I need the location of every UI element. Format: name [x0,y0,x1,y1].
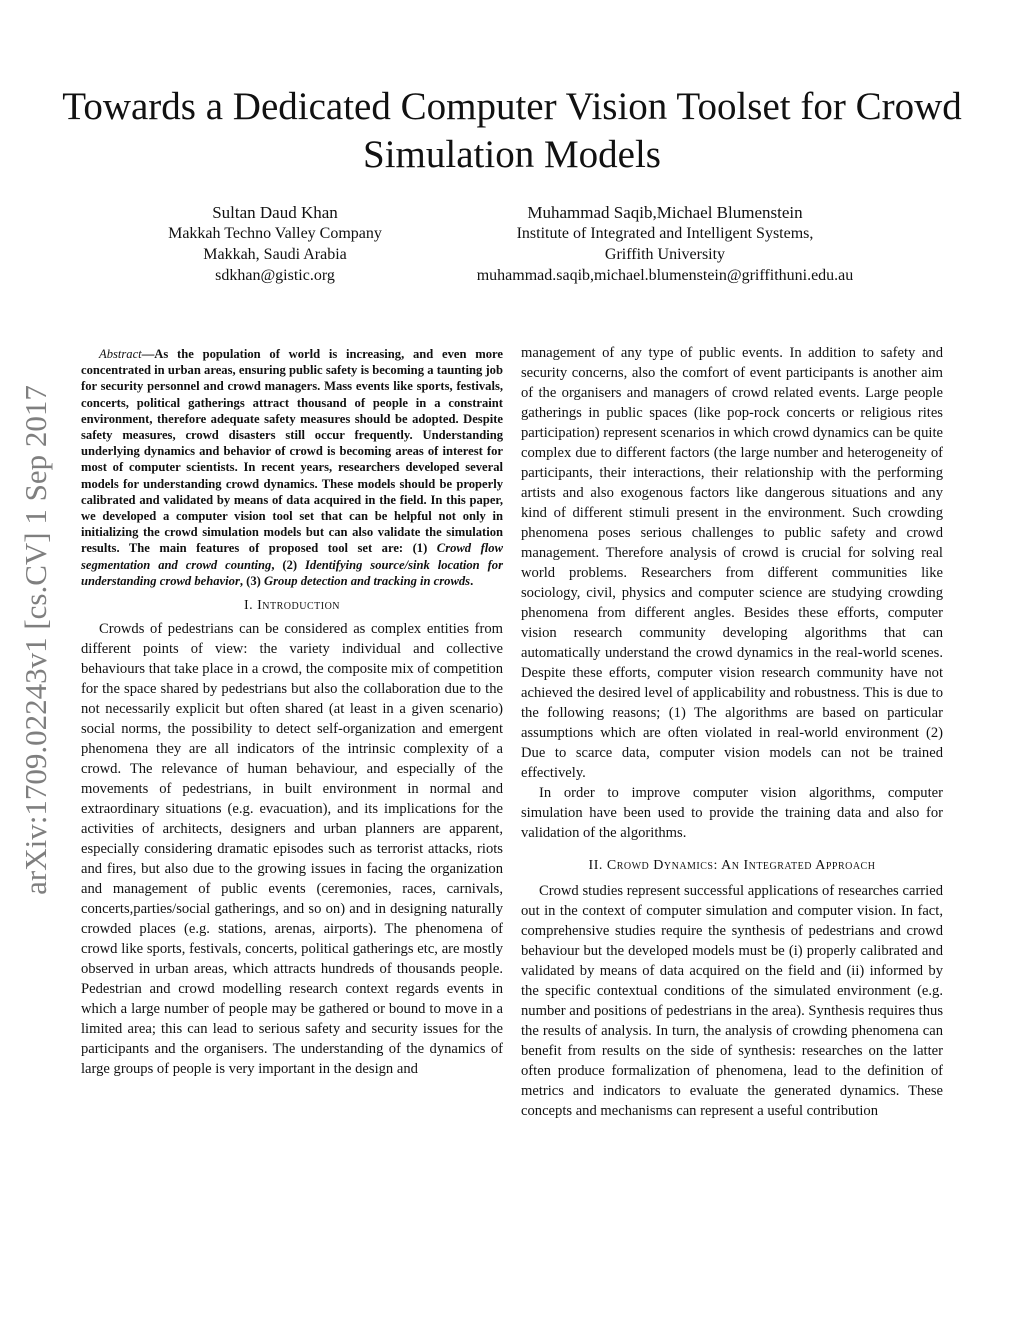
author-affiliation: Institute of Integrated and Intelligent Systems, [516,225,814,242]
author-location: Makkah, Saudi Arabia [203,246,347,263]
abstract-feature: Group detection and tracking in crowds [264,573,471,588]
author-email: muhammad.saqib,michael.blumenstein@griffithuni.edu.au [476,267,854,284]
author-affiliation: Makkah Techno Valley Company [168,225,382,242]
author-block-2 [440,202,890,286]
abstract-feature: Identifying source/sink location for understanding crowd behavior [81,557,503,588]
left-column [81,343,503,1079]
introduction-paragraph: Crowds of pedestrians can be considered as complex entities from different points of view: the variety individual and collective behaviours that take place in a crowd, the composite mix of competition for the space shared by pedestrians but also the collaboration due to the not necessarily explicit but often shared (at least in a given scenario) social norms, the possibility to detect self-organization and emergent phenomena they are all indicators of the intrinsic complexity of a crowd. The relevance of human behaviour, and especially of the movements of pedestrians, in built environment in normal and extraordinary situations (e.g. evacuation), and its implications for the activities of architects, designers and urban planners are apparent, especially considering dramatic episodes such as terrorist attacks, riots and fires, but also due to the growing issues in facing the organization and management of public events (ceremonies, races, carnivals, concerts,parties/social gatherings, and so on) and in designing naturally crowded places (e.g. stations, arenas, airports). The phenomena of crowd like sports, festivals, concerts, political gatherings etc, are mostly observed in urban areas, which attracts hundreds of thousands people. Pedestrian and crowd modelling research context regards events in which a large number of people may be gathered or bound to move in a limited area; this can lead to serious safety and security issues for the participants and the organisers. The understanding of the dynamics of large groups of people is very important in the design and [81,621,503,1078]
arxiv-identifier-stamp: arXiv:1709.02243v1 [cs.CV] 1 Sep 2017 [18,385,53,895]
abstract-separator: , [239,573,247,588]
right-column [521,343,943,1121]
abstract-feature-number: (1) [412,541,437,556]
introduction-paragraph-continued: management of any type of public events. In addition to safety and security concerns, also the comfort of event participants is another aim of the organisers and managers of crowd related events. Large people gatherings in public spaces (like pop-rock concerts or religious rites participation) represent scenarios in which crowd dynamics can be quite complex due to different factors (the large number and heterogeneity of participants, their interactions, their relationship with the performing artists and also exogenous factors like dangerous situations and any kind of different stimuli present in the environment. Such crowding phenomena poses serious challenges to public safety and crowd management. Therefore analysis of crowd is crucial for solving real world problems. Researchers from different communities like sociology, civil, physics and computer science are studying crowding phenomena from different angles. Besides these efforts, computer vision research community developing algorithms that can automatically understand the crowd dynamics in the real-world scenes. Despite these efforts, computer vision research community have not achieved the desired level of applicability and robustness. This is due to the following reasons; (1) The algorithms are based on particular assumptions which are often violated in real-world environment (2) Due to scarce data, computer vision models can not be trained effectively. [521,345,943,781]
introduction-paragraph: In order to improve computer vision algorithms, computer simulation have been used to provide the training data and also for validation of the algorithms. [521,785,943,841]
section-heading-crowd-dynamics: II. Crowd Dynamics: An Integrated Approach [588,858,876,873]
author-name: Sultan Daud Khan [212,203,338,222]
author-email: sdkhan@gistic.org [215,267,335,284]
abstract [81,346,503,589]
abstract-end: . [470,573,474,588]
abstract-feature-number: (3) [246,573,264,588]
abstract-feature: Crowd flow segmentation and crowd counting [81,541,503,572]
author-location: Griffith University [604,246,726,263]
paper-title: Towards a Dedicated Computer Vision Toolset for Crowd Simulation Models [62,85,962,176]
abstract-label: Abstract [99,347,142,361]
section-heading-introduction: I. Introduction [243,598,341,614]
abstract-text: As the population of world is increasing, and even more concentrated in urban areas, ensuring public safety is becoming a taunting job for security personnel and crowd managers. Mass events like sports, festivals, concerts, political gatherings attract thousand of people in a constraint environment, therefore adequate safety measures should be adopted. Despite safety measures, crowd disasters still occur frequently. Understanding underlying dynamics and behavior of crowd is becoming areas of interest for most of computer scientists. In recent years, researchers developed several models for understanding crowd dynamics. These models should be properly calibrated and validated by means of data acquired in the field. In this paper, we developed a computer vision tool set that can be helpful not only in initializing the crowd simulation models but can also validate the simulation results. The main features of proposed tool set are: [81,347,503,556]
crowd-dynamics-paragraph: Crowd studies represent successful applications of researches carried out in the context of computer simulation and computer vision. In fact, comprehensive studies require the synthesis of pedestrians and crowd behaviour but the developed models must be (i) properly calibrated and validated by means of data acquired on the field and (ii) informed by the specific contextual conditions of the simulated environment (e.g. number and positions of pedestrians in the area). Synthesis requires thus the results of analysis. In turn, the analysis of crowding phenomena can benefit from results on the side of synthesis: researches on the latter often produce formalization of phenomena, lead to the definition of metrics and indicators to evaluate the generated dynamics. These concepts and mechanisms can represent a useful contribution [521,883,943,1119]
author-block-1 [130,202,420,286]
abstract-separator: , [271,557,283,572]
author-name: Muhammad Saqib,Michael Blumenstein [527,203,803,222]
abstract-feature-number: (2) [282,557,305,572]
abstract-dash: — [141,347,155,361]
